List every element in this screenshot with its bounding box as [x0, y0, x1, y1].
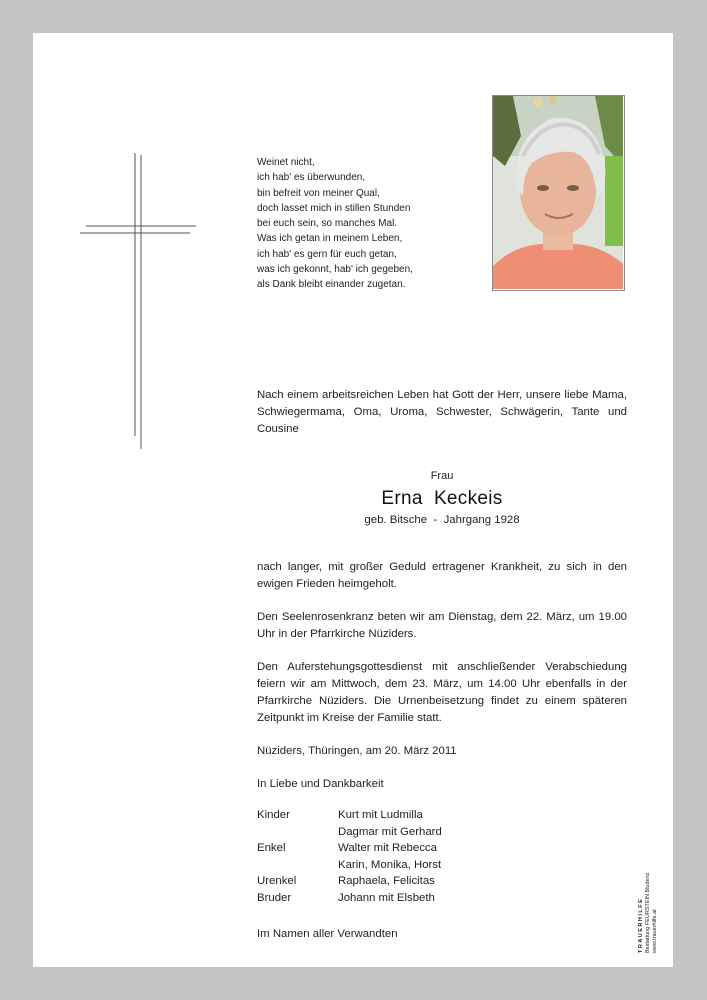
family-relation: Enkel: [257, 842, 286, 855]
family-names: Dagmar mit Gerhard: [338, 825, 442, 838]
place-date: Nüziders, Thüringen, am 20. März 2011: [257, 745, 457, 757]
logo-brand: TRAUERHILFE: [638, 897, 644, 953]
family-row: [257, 859, 627, 876]
poem-line: doch lasset mich in stillen Stunden: [257, 202, 411, 214]
intro-text: Nach einem arbeitsreichen Leben hat Gott der Herr, unsere liebe Mama, Schwiegermama, Oma, Uroma, Schwester, Schwägerin, Tante und Cousine: [257, 389, 627, 435]
first-name: Erna: [381, 488, 423, 509]
closing-line: In Liebe und Dankbarkeit: [257, 778, 384, 790]
portrait-photo: [492, 95, 625, 291]
paragraph-rosary: Den Seelenrosenkranz beten wir am Dienstag, dem 22. März, um 19.00 Uhr in der Pfarrkirche Nüziders.: [257, 611, 627, 640]
undertaker-logo: [638, 853, 668, 953]
paragraph-funeral: Den Auferstehungsgottesdienst mit anschließender Verabschiedung feiern wir am Mittwoch, dem 23. März, um 14.00 Uhr ebenfalls in der Pfarrkirche Nüziders. Die Urnenbeisetzung findet zu einem späteren Zeitpunkt im Kreise der Familie statt.: [257, 661, 627, 724]
family-names: Raphaela, Felicitas: [338, 875, 435, 888]
family-names: Karin, Monika, Horst: [338, 858, 442, 871]
poem-line: Weinet nicht,: [257, 157, 315, 168]
family-relation: Bruder: [257, 891, 292, 904]
family-relation: Kinder: [257, 809, 290, 821]
poem-line: was ich gekonnt, hab' ich gegeben,: [257, 264, 413, 276]
family-relation: Urenkel: [257, 875, 297, 888]
birth-year: Jahrgang 1928: [443, 514, 520, 526]
poem-line: bin befreit von meiner Qual,: [257, 187, 380, 199]
logo-line2: www.trauerhilfe.at: [652, 909, 658, 953]
family-row: [257, 842, 627, 859]
deceased-name: [257, 488, 627, 510]
paragraph-death: nach langer, mit großer Geduld ertragener Krankheit, zu sich in den ewigen Frieden heimgeholt.: [257, 561, 627, 590]
separator: -: [433, 514, 438, 526]
family-names: Johann mit Elsbeth: [338, 891, 435, 904]
family-row: [257, 826, 627, 843]
poem: [257, 155, 477, 293]
undertaker-logo-text: [638, 853, 668, 953]
family-names: Kurt mit Ludmilla: [338, 809, 423, 821]
family-list: [257, 809, 627, 909]
signoff: Im Namen aller Verwandten: [257, 928, 398, 940]
last-name: Keckeis: [433, 488, 503, 509]
salutation: Frau: [430, 470, 454, 482]
cross-icon: [80, 153, 196, 449]
family-row: [257, 875, 627, 892]
maiden-name: geb. Bitsche: [364, 514, 428, 526]
poem-line: ich hab' es überwunden,: [257, 172, 366, 184]
logo-line1: Bestattung FEURSTEIN Bludenz: [645, 872, 651, 953]
poem-line: Was ich getan in meinem Leben,: [257, 233, 403, 245]
poem-line: als Dank bleibt einander zugetan.: [257, 279, 406, 291]
family-row: [257, 809, 627, 826]
poem-line: bei euch sein, so manches Mal.: [257, 218, 398, 230]
poem-line: ich hab' es gern für euch getan,: [257, 248, 397, 260]
family-row: [257, 892, 627, 909]
family-names: Walter mit Rebecca: [338, 842, 437, 855]
birth-details: [257, 514, 627, 526]
